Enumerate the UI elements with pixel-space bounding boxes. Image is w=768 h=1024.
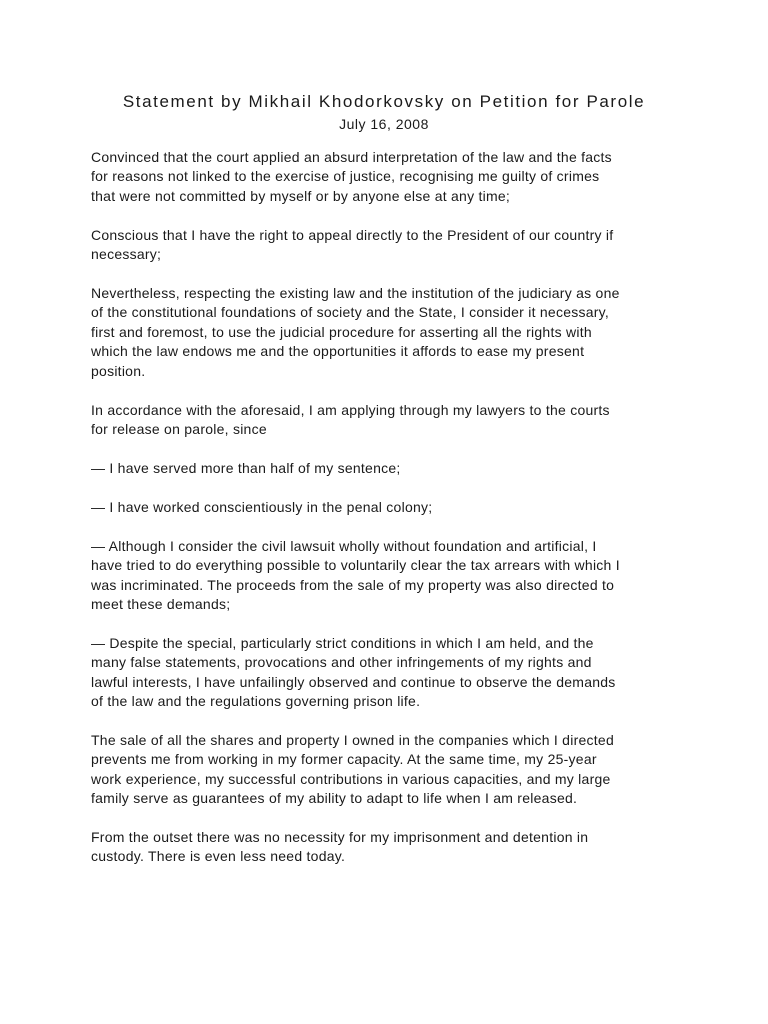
text-line: From the outset there was no necessity for my imprisonment and detention in [91, 829, 589, 846]
paragraph [91, 226, 691, 265]
paragraph [91, 284, 691, 381]
paragraph [91, 459, 691, 478]
text-line: lawful interests, I have unfailingly observed and continue to observe the demands [91, 673, 616, 690]
text-line: for reasons not linked to the exercise of justice, recognising me guilty of crimes [91, 168, 600, 185]
text-line: The sale of all the shares and property I owned in the companies which I directed [91, 731, 614, 748]
paragraph [91, 401, 691, 440]
document-date: July 16, 2008 [339, 116, 429, 132]
text-line: of the law and the regulations governing prison life. [91, 693, 421, 710]
text-line: have tried to do everything possible to voluntarily clear the tax arrears with which I [91, 557, 620, 574]
text-line: Conscious that I have the right to appeal directly to the President of our country if [91, 226, 614, 243]
paragraph [91, 148, 691, 206]
text-line: many false statements, provocations and other infringements of my rights and [91, 654, 592, 671]
text-line: Convinced that the court applied an absurd interpretation of the law and the facts [91, 149, 612, 165]
document-title: Statement by Mikhail Khodorkovsky on Petition for Parole [122, 92, 646, 111]
text-line: work experience, my successful contributions in various capacities, and my large [91, 770, 611, 787]
paragraph [91, 498, 691, 517]
text-line: that were not committed by myself or by anyone else at any time; [91, 187, 511, 204]
text-line: custody. There is even less need today. [91, 848, 346, 865]
paragraph [91, 731, 691, 809]
text-line: — I have served more than half of my sentence; [91, 459, 401, 476]
text-line: Nevertheless, respecting the existing law and the institution of the judiciary as one [91, 285, 620, 302]
text-line: meet these demands; [91, 595, 231, 612]
paragraph [91, 634, 691, 712]
text-line: — I have worked conscientiously in the penal colony; [91, 498, 433, 515]
text-line: prevents me from working in my former capacity. At the same time, my 25-year [91, 751, 597, 768]
text-line: necessary; [91, 246, 162, 263]
text-line: family serve as guarantees of my ability to adapt to life when I am released. [91, 790, 578, 807]
text-line: of the constitutional foundations of society and the State, I consider it necessary, [91, 304, 610, 321]
text-line: which the law endows me and the opportunities it affords to ease my present [91, 343, 585, 360]
text-line: position. [91, 362, 146, 379]
document-body [91, 148, 691, 886]
text-line: — Although I consider the civil lawsuit wholly without foundation and artificial, I [91, 537, 597, 554]
paragraph [91, 828, 691, 867]
text-line: — Despite the special, particularly strict conditions in which I am held, and the [91, 634, 594, 651]
text-line: for release on parole, since [91, 420, 267, 437]
text-line: first and foremost, to use the judicial procedure for asserting all the rights with [91, 323, 592, 340]
text-line: was incriminated. The proceeds from the sale of my property was also directed to [91, 576, 615, 593]
text-line: In accordance with the aforesaid, I am applying through my lawyers to the courts [91, 401, 610, 418]
paragraph [91, 537, 691, 615]
